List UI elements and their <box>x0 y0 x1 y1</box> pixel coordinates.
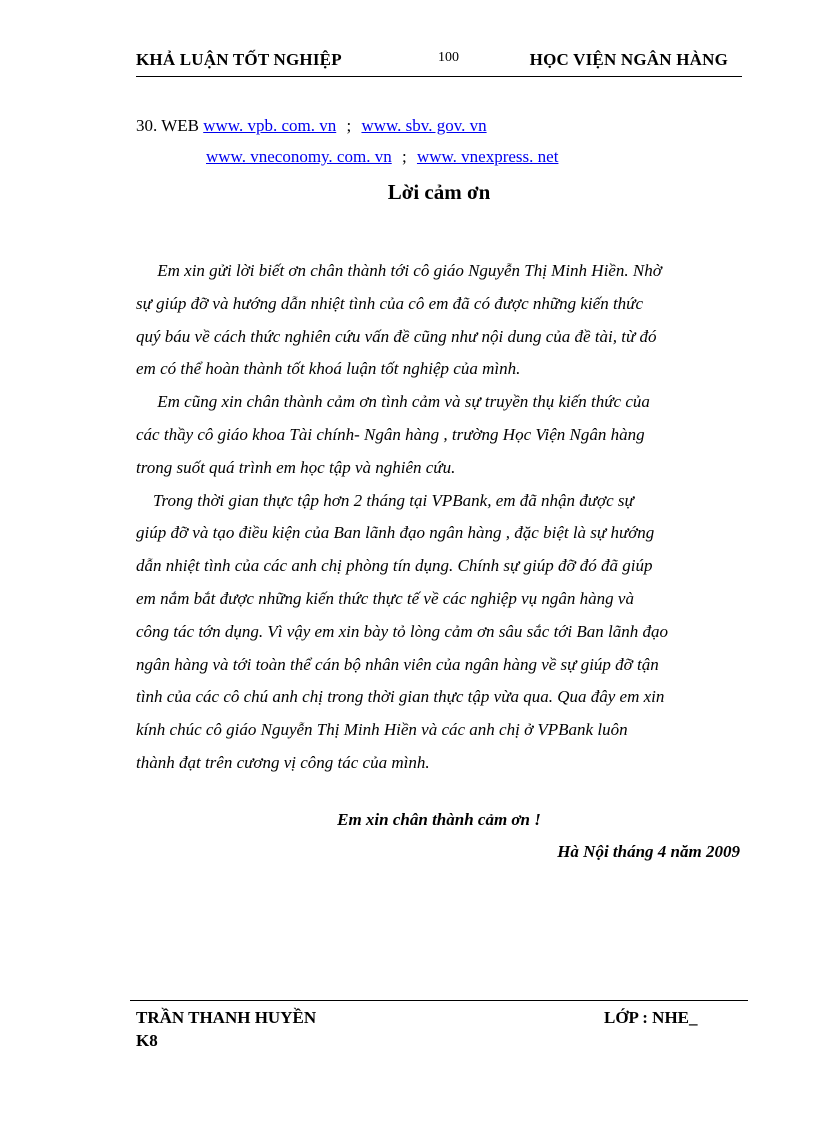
class-label: LỚP : NHE_ <box>604 1008 698 1027</box>
reference-entry-continued <box>206 147 558 167</box>
paragraph-2 <box>136 386 746 484</box>
text-line: công tác tớn dụng. Vì vậy em xin bày tỏ lòng cảm ơn sâu sắc tới Ban lãnh đạo <box>136 621 668 641</box>
acknowledgement-body <box>136 255 746 780</box>
author-name: TRẦN THANH HUYỀN <box>136 1008 317 1027</box>
text-line: Em xin gửi lời biết ơn chân thành tới cô giáo Nguyễn Thị Minh Hiền. Nhờ <box>136 261 662 280</box>
text-line: sự giúp đỡ và hướng dẫn nhiệt tình của cô em đã có được những kiến thức <box>136 293 643 313</box>
link-sbv[interactable]: www. sbv. gov. vn <box>361 116 487 135</box>
class-suffix: K8 <box>136 1031 158 1050</box>
separator: ; <box>346 116 352 135</box>
page-title: Lời cảm ơn <box>387 180 491 204</box>
text-line: ngân hàng và tới toàn thể cán bộ nhân viên của ngân hàng về sự giúp đỡ tận <box>136 654 659 674</box>
text-line: dẫn nhiệt tình của các anh chị phòng tín dụng. Chính sự giúp đỡ đó đã giúp <box>136 556 653 576</box>
text-line: em có thể hoàn thành tốt khoá luận tốt nghiệp của mình. <box>136 359 521 379</box>
text-line: giúp đỡ và tạo điều kiện của Ban lãnh đạo ngân hàng , đặc biệt là sự hướng <box>136 523 655 543</box>
page-header <box>136 46 742 77</box>
text-line: trong suốt quá trình em học tập và nghiên cứu. <box>136 457 456 477</box>
reference-entry <box>136 116 487 136</box>
text-line: tình của các cô chú anh chị trong thời gian thực tập vừa qua. Qua đây em xin <box>136 687 665 707</box>
footer-divider <box>130 1000 748 1001</box>
paragraph-3 <box>136 485 746 780</box>
separator: ; <box>401 147 407 166</box>
text-line: thành đạt trên cương vị công tác của mình. <box>136 752 430 772</box>
text-line: em nắm bắt được những kiến thức thực tế về các nghiệp vụ ngân hàng và <box>136 588 634 608</box>
reference-prefix: 30. WEB <box>136 116 199 135</box>
link-vnexpress[interactable]: www. vnexpress. net <box>416 147 559 166</box>
text-line: Em cũng xin chân thành cảm ơn tình cảm và sự truyền thụ kiến thức của <box>136 392 650 412</box>
header-thesis-label: KHẢ LUẬN TỐT NGHIỆP <box>136 50 342 69</box>
header-institution: HỌC VIỆN NGÂN HÀNG <box>529 50 728 69</box>
paragraph-1 <box>136 255 746 386</box>
text-line: quý báu về cách thức nghiên cứu vấn đề cũng như nội dung của đề tài, từ đó <box>136 326 657 346</box>
text-line: kính chúc cô giáo Nguyễn Thị Minh Hiền và các anh chị ở VPBank luôn <box>136 720 628 740</box>
link-vpb[interactable]: www. vpb. com. vn <box>203 116 337 135</box>
text-line: các thầy cô giáo khoa Tài chính- Ngân hàng , trường Học Viện Ngân hàng <box>136 424 645 444</box>
text-line: Trong thời gian thực tập hơn 2 tháng tại VPBank, em đã nhận được sự <box>136 490 634 510</box>
date-line: Hà Nội tháng 4 năm 2009 <box>557 842 740 861</box>
closing-thanks: Em xin chân thành cảm ơn ! <box>337 810 541 829</box>
link-vneconomy[interactable]: www. vneconomy. com. vn <box>206 147 392 166</box>
page-number: 100 <box>438 50 459 65</box>
